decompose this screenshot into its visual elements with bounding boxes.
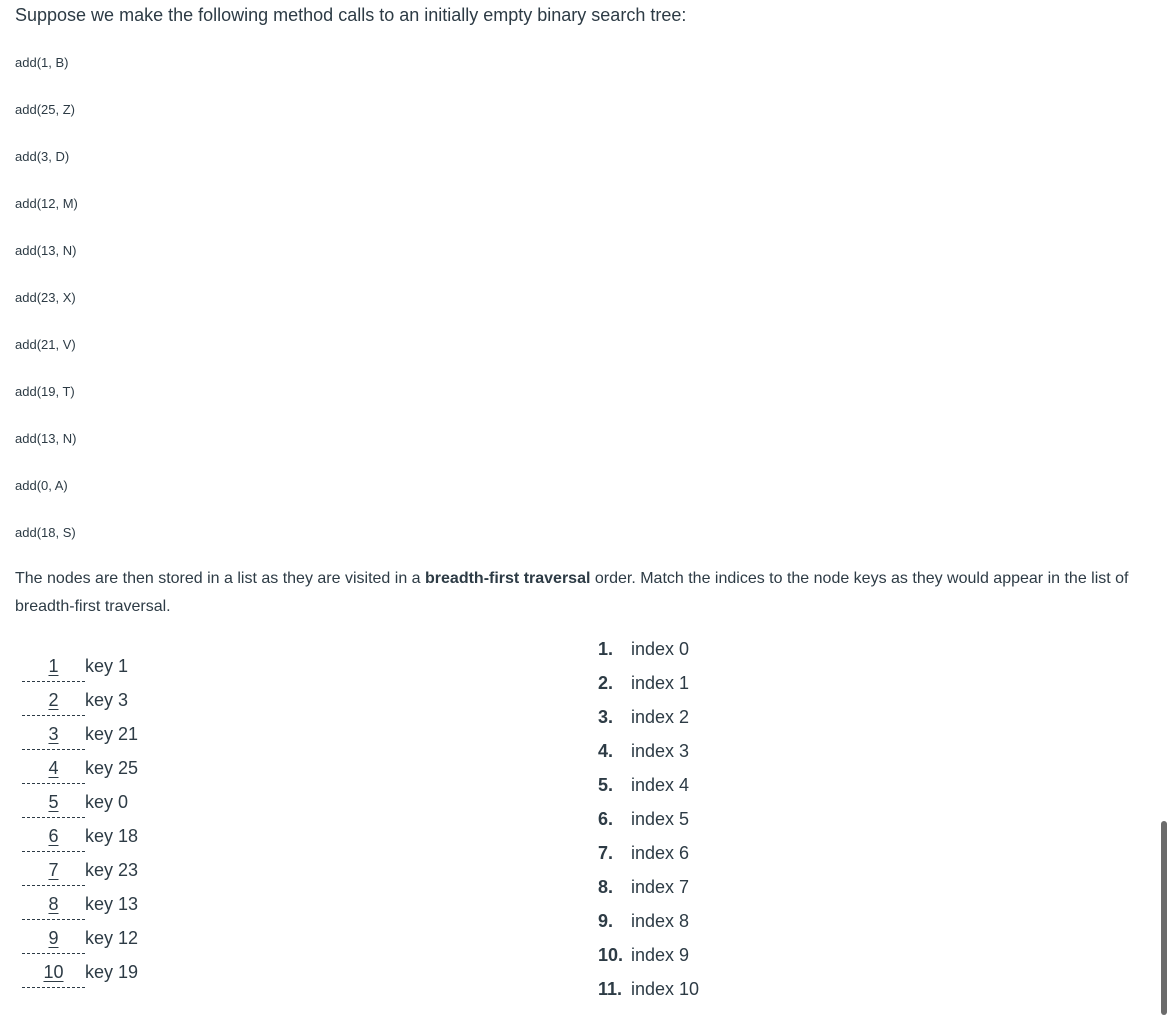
- traversal-text-after: order. Match the indices to the node keys as they would appear in the list of breadth-first traversal.: [15, 570, 1129, 615]
- method-call: add(25, Z): [15, 102, 75, 117]
- traversal-text-before: The nodes are then stored in a list as they are visited in a: [15, 570, 426, 587]
- index-option: [598, 770, 699, 804]
- traversal-instructions: [15, 565, 1170, 621]
- option-label: index 8: [631, 911, 690, 931]
- key-label: key 1: [85, 656, 129, 676]
- answer-slot[interactable]: [22, 957, 85, 988]
- match-row: [22, 787, 138, 821]
- answer-value: 2: [48, 690, 59, 710]
- method-call: add(21, V): [15, 337, 76, 352]
- method-call: add(13, N): [15, 243, 77, 258]
- answer-slot[interactable]: [22, 923, 85, 954]
- index-option: [598, 634, 699, 668]
- method-call: add(19, T): [15, 384, 75, 399]
- index-option: [598, 702, 699, 736]
- match-row: [22, 855, 138, 889]
- match-row: [22, 889, 138, 923]
- scrollbar-thumb[interactable]: [1161, 821, 1167, 1015]
- key-label: key 23: [85, 860, 139, 880]
- option-number: 6.: [598, 809, 614, 829]
- question-intro: Suppose we make the following method calls to an initially empty binary search tree:: [15, 5, 687, 25]
- match-row: [22, 957, 138, 991]
- index-option: [598, 872, 699, 906]
- answer-value: 10: [43, 962, 64, 982]
- option-number: 9.: [598, 911, 614, 931]
- match-row: [22, 923, 138, 957]
- option-number: 10.: [598, 945, 624, 965]
- answer-value: 1: [48, 656, 59, 676]
- option-number: 3.: [598, 707, 614, 727]
- key-label: key 21: [85, 724, 139, 744]
- answer-slot[interactable]: [22, 889, 85, 920]
- option-number: 7.: [598, 843, 614, 863]
- answer-slot[interactable]: [22, 787, 85, 818]
- option-number: 1.: [598, 639, 614, 659]
- option-label: index 10: [631, 979, 700, 999]
- key-label: key 18: [85, 826, 139, 846]
- key-label: key 19: [85, 962, 139, 982]
- option-label: index 5: [631, 809, 690, 829]
- option-label: index 4: [631, 775, 690, 795]
- answer-value: 6: [48, 826, 59, 846]
- answer-slot[interactable]: [22, 651, 85, 682]
- option-number: 5.: [598, 775, 614, 795]
- answer-value: 4: [48, 758, 59, 778]
- answer-slot[interactable]: [22, 685, 85, 716]
- match-row: [22, 685, 138, 719]
- option-label: index 6: [631, 843, 690, 863]
- index-option-list: [598, 634, 699, 1008]
- key-label: key 0: [85, 792, 129, 812]
- answer-value: 9: [48, 928, 59, 948]
- option-label: index 7: [631, 877, 690, 897]
- answer-slot[interactable]: [22, 753, 85, 784]
- index-option: [598, 906, 699, 940]
- key-label: key 25: [85, 758, 139, 778]
- match-row: [22, 753, 138, 787]
- option-number: 8.: [598, 877, 614, 897]
- vertical-scrollbar[interactable]: [1160, 818, 1168, 1016]
- option-label: index 2: [631, 707, 690, 727]
- method-call: add(13, N): [15, 431, 77, 446]
- traversal-text-bold: breadth-first traversal: [425, 570, 591, 587]
- answer-value: 7: [48, 860, 59, 880]
- answer-slot[interactable]: [22, 719, 85, 750]
- answer-value: 8: [48, 894, 59, 914]
- method-call-list: [15, 53, 78, 570]
- option-label: index 0: [631, 639, 690, 659]
- index-option: [598, 974, 699, 1008]
- key-label: key 12: [85, 928, 139, 948]
- method-call: add(0, A): [15, 478, 68, 493]
- method-call: add(1, B): [15, 55, 69, 70]
- option-label: index 3: [631, 741, 690, 761]
- option-label: index 9: [631, 945, 690, 965]
- option-number: 11.: [598, 979, 623, 999]
- match-row: [22, 821, 138, 855]
- index-option: [598, 940, 699, 974]
- method-call: add(3, D): [15, 149, 70, 164]
- match-row: [22, 651, 138, 685]
- answer-slot[interactable]: [22, 855, 85, 886]
- answer-value: 3: [48, 724, 59, 744]
- option-number: 2.: [598, 673, 614, 693]
- index-option: [598, 668, 699, 702]
- key-label: key 13: [85, 894, 139, 914]
- match-row: [22, 719, 138, 753]
- option-number: 4.: [598, 741, 614, 761]
- index-option: [598, 838, 699, 872]
- answer-value: 5: [48, 792, 59, 812]
- index-option: [598, 804, 699, 838]
- method-call: add(12, M): [15, 196, 78, 211]
- answer-slot[interactable]: [22, 821, 85, 852]
- match-list: [22, 651, 138, 991]
- method-call: add(18, S): [15, 525, 76, 540]
- method-call: add(23, X): [15, 290, 76, 305]
- option-label: index 1: [631, 673, 690, 693]
- key-label: key 3: [85, 690, 129, 710]
- index-option: [598, 736, 699, 770]
